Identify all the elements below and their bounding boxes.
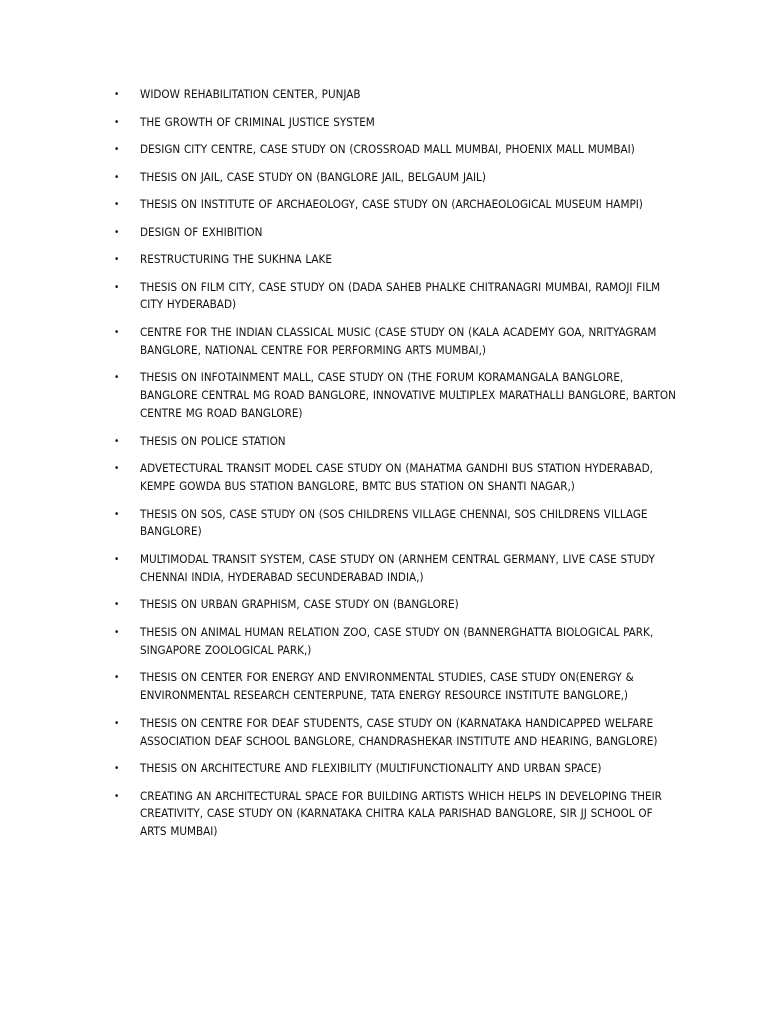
bullet-icon: •: [114, 372, 120, 384]
list-item: [112, 224, 682, 242]
list-item: [112, 715, 682, 751]
list-item: [112, 506, 682, 542]
bullet-icon: •: [114, 171, 120, 183]
list-item: [112, 624, 682, 660]
list-item-text: THESIS ON JAIL, CASE STUDY ON (BANGLORE JAIL, BELGAUM JAIL): [140, 169, 486, 184]
bullet-icon: •: [114, 626, 120, 638]
bullet-icon: •: [114, 463, 120, 475]
list-item-text: THESIS ON FILM CITY, CASE STUDY ON (DADA SAHEB PHALKE CHITRANAGRI MUMBAI, RAMOJI FILM CITY HYDERABAD): [140, 279, 661, 312]
list-item: [112, 669, 682, 705]
thesis-topic-list: [112, 86, 682, 851]
list-item-text: THESIS ON INFOTAINMENT MALL, CASE STUDY ON (THE FORUM KORAMANGALA BANGLORE, BANGLORE CENTRAL MG ROAD BANGLORE, INNOVATIVE MULTIPLEX MARATHALLI BANGLORE, BARTON CENTRE MG ROAD BANGLORE): [140, 370, 676, 421]
bullet-icon: •: [114, 435, 120, 447]
list-item-text: THESIS ON INSTITUTE OF ARCHAEOLOGY, CASE STUDY ON (ARCHAEOLOGICAL MUSEUM HAMPI): [140, 197, 643, 211]
bullet-icon: •: [114, 226, 120, 238]
list-item-text: DESIGN CITY CENTRE, CASE STUDY ON (CROSSROAD MALL MUMBAI, PHOENIX MALL MUMBAI): [140, 142, 635, 156]
list-item-text: THE GROWTH OF CRIMINAL JUSTICE SYSTEM: [140, 114, 375, 129]
list-item: [112, 86, 682, 104]
list-item: [112, 279, 682, 315]
bullet-icon: •: [114, 144, 120, 155]
list-item-text: THESIS ON CENTRE FOR DEAF STUDENTS, CASE STUDY ON (KARNATAKA HANDICAPPED WELFARE ASSOCIATION DEAF SCHOOL BANGLORE, CHANDRASHEKAR INSTITUTE AND HEARING, BANGLORE): [140, 715, 658, 748]
bullet-icon: •: [114, 599, 120, 611]
list-item-text: ADVETECTURAL TRANSIT MODEL CASE STUDY ON (MAHATMA GANDHI BUS STATION HYDERABAD, KEMPE GOWDA BUS STATION BANGLORE, BMTC BUS STATION ON SHANTI NAGAR,): [140, 461, 653, 494]
list-item: [112, 596, 682, 614]
list-item-text: DESIGN OF EXHIBITION: [140, 224, 263, 239]
list-item-text: THESIS ON URBAN GRAPHISM, CASE STUDY ON (BANGLORE): [140, 597, 459, 612]
list-item: [112, 760, 682, 778]
list-item-text: WIDOW REHABILITATION CENTER, PUNJAB: [140, 87, 361, 101]
list-item-text: RESTRUCTURING THE SUKHNA LAKE: [140, 252, 332, 266]
bullet-icon: •: [114, 717, 120, 729]
list-item: [112, 551, 682, 587]
list-item: [112, 169, 682, 187]
list-item-text: THESIS ON ANIMAL HUMAN RELATION ZOO, CASE STUDY ON (BANNERGHATTA BIOLOGICAL PARK, SINGAPORE ZOOLOGICAL PARK,): [140, 624, 654, 657]
bullet-icon: •: [114, 672, 120, 684]
list-item: [112, 324, 682, 360]
bullet-icon: •: [114, 281, 120, 293]
list-item: [112, 141, 682, 159]
bullet-icon: •: [114, 508, 120, 520]
list-item-text: THESIS ON SOS, CASE STUDY ON (SOS CHILDRENS VILLAGE CHENNAI, SOS CHILDRENS VILLAGE BANGLORE): [140, 506, 648, 539]
list-item-text: THESIS ON CENTER FOR ENERGY AND ENVIRONMENTAL STUDIES, CASE STUDY ON(ENERGY & ENVIRONMENTAL RESEARCH CENTERPUNE, TATA ENERGY RESOURCE INSTITUTE BANGLORE,): [140, 670, 634, 703]
list-item-text: THESIS ON POLICE STATION: [140, 433, 286, 448]
list-item-text: CENTRE FOR THE INDIAN CLASSICAL MUSIC (CASE STUDY ON (KALA ACADEMY GOA, NRITYAGRAM BANGLORE, NATIONAL CENTRE FOR PERFORMING ARTS MUMBAI,): [140, 324, 657, 357]
bullet-icon: •: [114, 790, 120, 802]
bullet-icon: •: [114, 116, 120, 128]
bullet-icon: •: [114, 553, 120, 565]
list-item: [112, 788, 682, 842]
list-item: [112, 251, 682, 269]
list-item: [112, 369, 682, 423]
list-item-text: MULTIMODAL TRANSIT SYSTEM, CASE STUDY ON (ARNHEM CENTRAL GERMANY, LIVE CASE STUDY CHENNAI INDIA, HYDERABAD SECUNDERABAD INDIA,): [140, 551, 655, 584]
list-item: [112, 433, 682, 451]
list-item: [112, 196, 682, 214]
list-item: [112, 114, 682, 132]
bullet-icon: •: [114, 326, 120, 338]
list-item-text: THESIS ON ARCHITECTURE AND FLEXIBILITY (MULTIFUNCTIONALITY AND URBAN SPACE): [140, 761, 602, 776]
bullet-icon: •: [114, 89, 120, 100]
list-item-text: CREATING AN ARCHITECTURAL SPACE FOR BUILDING ARTISTS WHICH HELPS IN DEVELOPING THEIR CREATIVITY, CASE STUDY ON (KARNATAKA CHITRA KALA PARISHAD BANGLORE, SIR JJ SCHOOL OF ARTS MUMBAI): [140, 788, 662, 839]
bullet-icon: •: [114, 763, 120, 775]
list-item: [112, 460, 682, 496]
bullet-icon: •: [114, 199, 120, 210]
bullet-icon: •: [114, 254, 120, 265]
